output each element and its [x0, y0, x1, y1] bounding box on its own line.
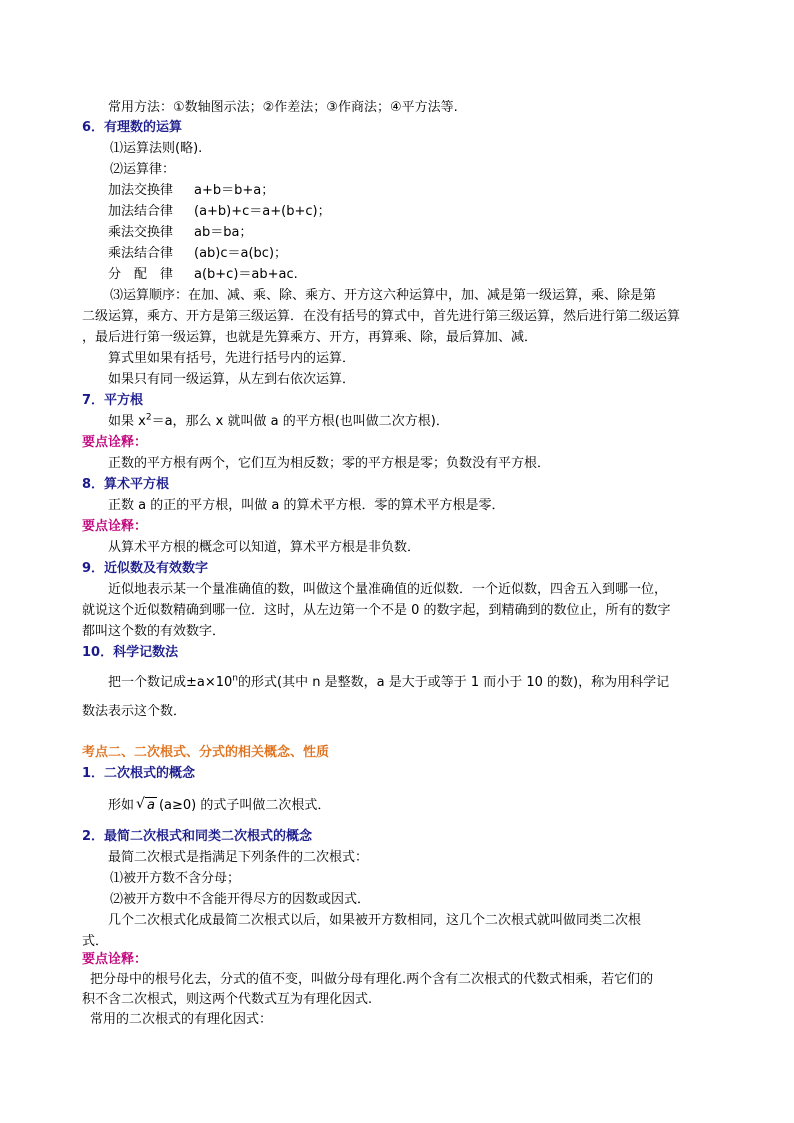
- order-line: 二级运算，乘方、开方是第三级运算．在没有括号的算式中，首先进行第三级运算，然后进行第二级运算: [82, 309, 681, 324]
- subsection-1-heading: [82, 765, 195, 783]
- order-line: 算式里如果有括号，先进行括号内的运算．: [108, 351, 356, 366]
- section-number: 10．: [82, 645, 114, 660]
- law-name: 加法结合律: [108, 204, 174, 219]
- similar-radical-line: 几个二次根式化成最简二次根式以后，如果被开方数相同，这几个二次根式就叫做同类二次根: [108, 913, 642, 928]
- section-title: 最简二次根式和同类二次根式的概念: [104, 829, 313, 844]
- approx-line: 就说这个近似数精确到哪一位．这时，从左边第一个不是 0 的数字起，到精确到的数位止，所有的数字: [82, 603, 671, 618]
- section-title: 算术平方根: [104, 477, 170, 492]
- key-point-label: 要点诠释：: [82, 519, 148, 534]
- key-point-text: 正数的平方根有两个，它们互为相反数；零的平方根是零；负数没有平方根．: [108, 456, 551, 471]
- topic-heading: 考点二、二次根式、分式的相关概念、性质: [82, 745, 330, 760]
- section-7-heading: [82, 392, 143, 410]
- key-point-text: 从算术平方根的概念可以知道，算术平方根是非负数．: [108, 540, 421, 555]
- laws-line: ⑵运算律：: [110, 162, 176, 177]
- radicand: a: [147, 798, 155, 813]
- subsection-2-heading: [82, 828, 312, 846]
- law-formula: (a+b)+c＝a+(b+c)；: [194, 204, 331, 219]
- section-9-heading: [82, 560, 208, 578]
- rule-line: ⑴运算法则(略).: [110, 141, 203, 156]
- law-formula: a(b+c)＝ab+ac.: [194, 267, 298, 282]
- text-part: 的形式(其中 n 是整数，a 是大于或等于 1 而小于 10 的数)，称为用科学记: [238, 675, 670, 690]
- key-point-label: 要点诠释：: [82, 952, 148, 967]
- text-part: ＝a，那么 x 就叫做 a 的平方根(也叫做二次方根)．: [151, 414, 449, 429]
- sqrt-symbol: [136, 797, 157, 815]
- section-title: 二次根式的概念: [104, 766, 196, 781]
- text-part: (a≥0) 的式子叫做二次根式．: [158, 798, 331, 813]
- arith-sqrt-line: 正数 a 的正的平方根，叫做 a 的算术平方根．零的算术平方根是零．: [108, 498, 505, 513]
- law-name: 加法交换律: [108, 183, 174, 198]
- approx-line: 都叫这个数的有效数字．: [82, 624, 226, 639]
- exponent: 2: [145, 412, 152, 423]
- order-line: 如果只有同一级运算，从左到右依次运算．: [108, 372, 356, 387]
- law-formula: (ab)c＝a(bc)；: [194, 246, 288, 261]
- section-6-heading: [82, 119, 182, 137]
- section-10-heading: [82, 644, 178, 662]
- exponent: n: [232, 673, 239, 684]
- similar-radical-line: 式．: [82, 934, 109, 949]
- key-point-label: 要点诠释：: [82, 435, 148, 450]
- radical-def-line: [108, 797, 330, 815]
- methods-line: 常用方法：①数轴图示法；②作差法；③作商法；④平方法等.: [108, 100, 458, 115]
- section-number: 6．: [82, 120, 105, 135]
- text-part: 把一个数记成±a×10: [108, 675, 233, 690]
- sci-notation-line: 数法表示这个数．: [82, 704, 187, 719]
- sci-notation-line: [108, 674, 669, 692]
- section-number: 9．: [82, 561, 105, 576]
- law-formula: ab＝ba；: [194, 225, 253, 240]
- section-number: 1．: [82, 766, 105, 781]
- condition-line: ⑴被开方数不含分母；: [110, 871, 241, 886]
- approx-line: 近似地表示某一个量准确值的数，叫做这个量准确值的近似数．一个近似数，四舍五入到哪一位，: [108, 582, 668, 597]
- text-part: 如果 x: [108, 414, 146, 429]
- condition-line: ⑵被开方数中不含能开得尽方的因数或因式．: [110, 892, 371, 907]
- text-part: 形如: [108, 798, 135, 813]
- order-line: ⑶运算顺序：在加、减、乘、除、乘方、开方这六种运算中，加、减是第一级运算，乘、除是第: [110, 288, 657, 303]
- simplest-radical-line: 最简二次根式是指满足下列条件的二次根式：: [108, 850, 369, 865]
- section-title: 平方根: [104, 393, 144, 408]
- law-name: 乘法结合律: [108, 246, 174, 261]
- order-line: ，最后进行第一级运算，也就是先算乘方、开方，再算乘、除，最后算加、减．: [82, 330, 538, 345]
- law-name: 分 配 律: [108, 267, 174, 282]
- law-name: 乘法交换律: [108, 225, 174, 240]
- section-8-heading: [82, 476, 169, 494]
- section-title: 近似数及有效数字: [104, 561, 209, 576]
- law-formula: a+b＝b+a；: [194, 183, 275, 198]
- key-point-text: 常用的二次根式的有理化因式：: [90, 1012, 273, 1027]
- section-title: 科学记数法: [113, 645, 179, 660]
- key-point-text: 积不含二次根式，则这两个代数式互为有理化因式.: [82, 992, 373, 1007]
- section-title: 有理数的运算: [104, 120, 183, 135]
- section-number: 7．: [82, 393, 105, 408]
- sqrt-def-line: [108, 413, 449, 431]
- section-number: 2．: [82, 829, 105, 844]
- key-point-text: 把分母中的根号化去，分式的值不变，叫做分母有理化.两个含有二次根式的代数式相乘，若它们的: [90, 972, 654, 987]
- section-number: 8．: [82, 477, 105, 492]
